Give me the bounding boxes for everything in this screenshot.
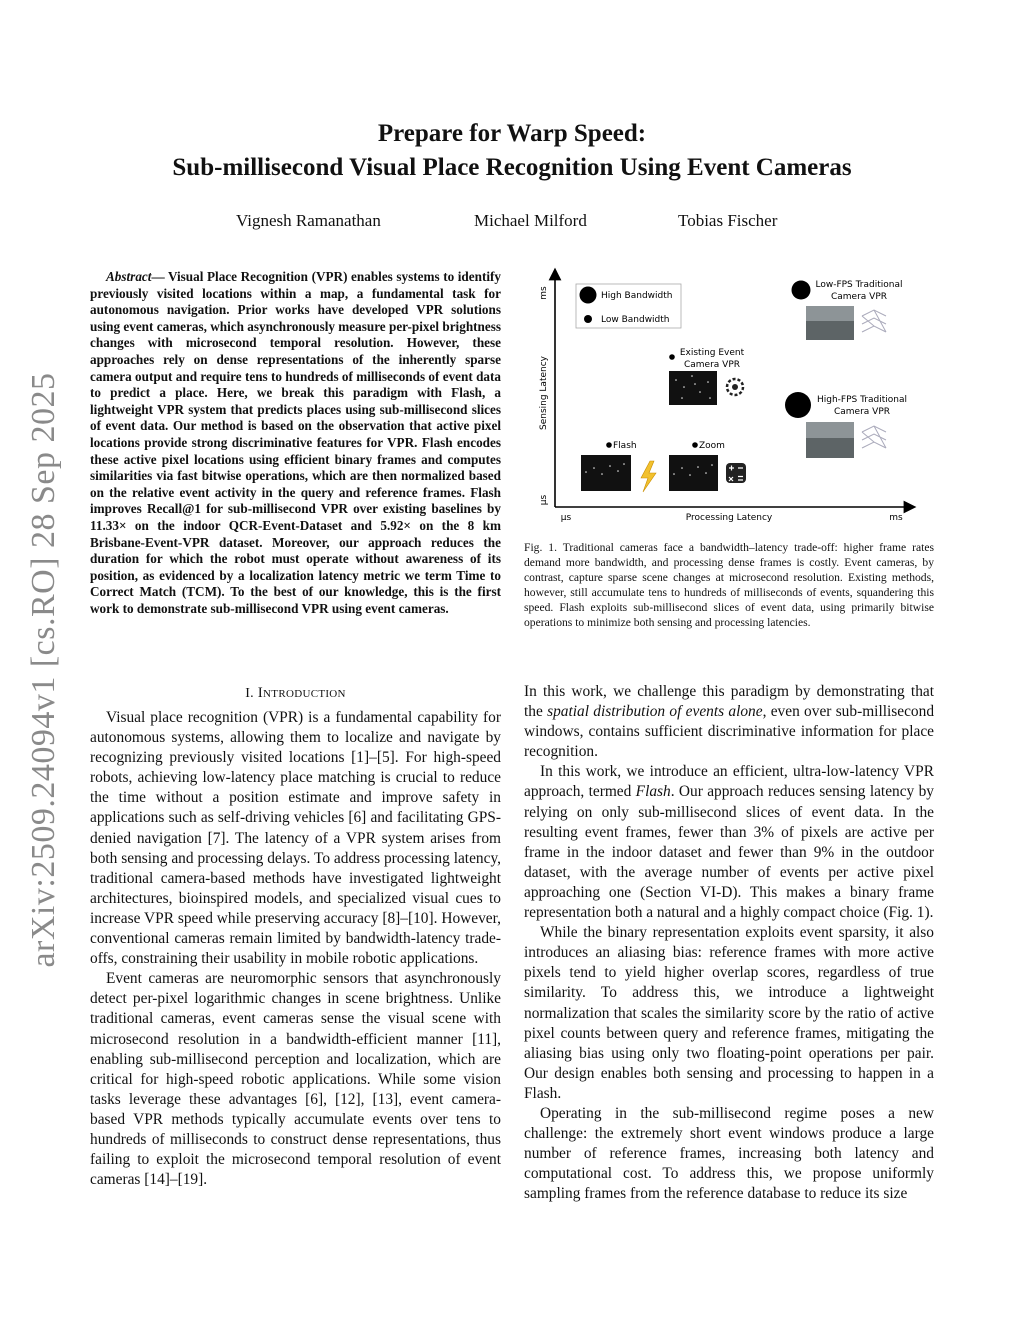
abstract-text: Visual Place Recognition (VPR) enables systems to identify previously visited locations within a map, a fundamental task for autonomous navigation. Prior works have developed VPR solutions using event cameras, which asynchronously measure per-pixel brightness changes with microsecond temporal resolution. However, these approaches rely on dense representations of the inherently sparse camera output and require tens to hundreds of milliseconds of event data to predict a place. Here, we break this paradigm with Flash, a lightweight VPR system that predicts places using sub-millisecond slices of event data. Our method is based on the observation that active pixel locations provide strong discriminative features for VPR. Flash encodes these active pixel locations using efficient binary frames and computes similarities via fast bitwise operations, which are then normalized based on the relative event activity in the query and reference frames. Flash improves Recall@1 for sub-millisecond VPR over existing baselines by 11.33× on the indoor QCR-Event-Dataset and 5.92× on the 8 km Brisbane-Event-VPR dataset. Moreover, our approach reduces the duration for which the robot must operate without awareness of its position, as evidenced by a localization latency metric we term Time to Correct Match (TCM). To the best of our knowledge, this is the first work to demonstrate sub-millisecond VPR using event cameras. [90,269,501,616]
right-p2-emphasis: Flash [635,783,671,801]
author-3: Tobias Fischer [678,211,778,230]
high-fps-network-icon [862,426,886,448]
section-number: I. [245,686,254,701]
low-fps-image-sky [806,306,854,321]
lightning-icon [641,461,656,492]
figure-caption: Fig. 1. Traditional cameras face a bandwidth–latency trade-off: higher frame rates demand more bandwidth, and processing dense frames is costly. Event cameras, by contrast, capture sparse scene changes at microsecond resolution. Existing methods, however, still accumulate tens to hundreds of milliseconds of events, squandering this speed. Flash exploits sub-millisecond slices of event data, using primarily bitwise operations to minimize both sensing and processing latencies. [524,541,934,629]
abstract-dash: — [151,269,165,284]
intro-left-column [90,708,501,1190]
title-line-1: Prepare for Warp Speed: [377,120,647,147]
flash-label: Flash [613,441,637,451]
x-left-unit: μs [560,513,572,523]
x-axis-label: Processing Latency [685,513,773,523]
right-p2-text-a: In this work, we introduce an efficient, ultra-low-latency VPR approach, termed [524,763,934,801]
zoom-event-image [669,455,718,491]
legend-high-dot [580,287,597,304]
abstract [90,269,501,617]
high-fps-image-sky [806,422,854,438]
right-paragraph-3: While the binary representation exploits event sparsity, it also introduces an aliasing bias: reference frames with more active pixels tend to yield higher overlap scores, regardless of true similarity. To address this, we introduce a lightweight normalization that scales the similarity score by the ratio of active pixel counts between query and reference frames, mitigating the aliasing bias using only two floating-point operations per pair. Our design enables both sensing and processing to happen in a Flash. [524,924,934,1102]
right-p1-text-a: In this work, we challenge this paradigm by demonstrating that the [524,683,934,721]
arxiv-identifier: arXiv:2509.24094v1 [cs.RO] 28 Sep 2025 [25,372,62,968]
intro-paragraph-2: Event cameras are neuromorphic sensors that asynchronously detect per-pixel logarithmic changes in scene brightness. Unlike traditional cameras, event cameras sense the visual scene with microsecond resolution in a bandwidth-efficient manner [11], enabling sub-millisecond perception and localization, which are critical for high-speed robotic applications. While some vision tasks leverage these advantages [6], [12], [13], event camera-based VPR methods typically accumulate events over tens to hundreds of milliseconds to construct dense representations, thus failing to exploit the microsecond temporal resolution of event cameras [14]–[19]. [90,970,501,1189]
existing-label-1: Existing Event [679,348,745,358]
abstract-lead: Abstract [106,269,152,284]
right-p2-text-b: . Our approach reduces sensing latency by relying on only sub-millisecond slices of event data. In the resulting event frames, fewer than 3% of pixels are active per frame in the indoor dataset and fewer than 9% in the outdoor dataset, with the average number of events per active pixel approaching one (Section VI-D). This makes a binary frame representation both a natural and a highly compact choice (Fig. 1). [524,783,934,922]
existing-dot [669,354,675,360]
section-title: Introduction [257,685,346,701]
section-heading [90,685,501,702]
existing-label-2: Camera VPR [683,360,741,370]
right-paragraph-2 [524,762,934,923]
title-line-2: Sub-millisecond Visual Place Recognition Using Event Cameras [172,154,852,181]
right-p1-emphasis: spatial distribution of events alone [547,703,763,721]
intro-right-column [524,682,934,1204]
legend-low-label: Low Bandwidth [601,315,670,325]
legend-low-dot [584,315,592,323]
low-fps-label-1: Low-FPS Traditional [815,280,903,290]
y-bottom-unit: μs [539,494,549,506]
right-paragraph-4: Operating in the sub-millisecond regime poses a new challenge: the extremely short event windows produce a large number of reference frames, increasing both latency and computational cost. To address this, we propose uniformly sampling frames from the reference database to reduce its size [524,1104,934,1203]
low-fps-network-icon [862,310,886,332]
x-right-unit: ms [889,513,903,523]
flash-event-image [581,455,631,491]
arxiv-sidebar [14,370,74,970]
flash-dot [606,442,612,448]
intro-paragraph-1: Visual place recognition (VPR) is a fundamental capability for autonomous systems, allowing them to localize and navigate by recognizing previously visited locations [1]–[5]. For high-speed robots, achieving low-latency place matching is crucial to reduce the time without a position estimate and improve safety in applications such as self-driving vehicles [6] and facilitating GPS-denied navigation [7]. The latency of a VPR system arises from both sensing and processing delays. To address processing latency, traditional camera-based methods have investigated lightweight architectures, bioinspired models, and specialized visual cues to increase VPR speed while preserving accuracy [8]–[10]. However, conventional cameras remain limited by bandwidth-latency trade-offs, constraining their usability in mobile robotic applications. [90,709,501,968]
existing-gear-hub [732,384,738,390]
figure-1 [524,262,934,527]
low-fps-label-2: Camera VPR [830,292,888,302]
y-top-unit: ms [539,286,549,300]
low-fps-dot [792,281,811,300]
zoom-label: Zoom [699,441,725,451]
existing-event-image [669,371,717,405]
high-fps-dot [785,392,811,418]
paper-title [0,117,1024,185]
right-p1-text-b: , even over sub-millisecond windows, contains sufficient discriminative information for place recognition. [524,703,935,761]
author-2: Michael Milford [474,211,587,230]
author-1: Vignesh Ramanathan [236,211,381,230]
right-paragraph-1 [524,682,934,762]
y-axis-label: Sensing Latency [539,356,549,430]
legend-high-label: High Bandwidth [601,291,673,301]
zoom-dot [692,442,698,448]
high-fps-label-1: High-FPS Traditional [817,395,907,405]
high-fps-label-2: Camera VPR [833,407,891,417]
